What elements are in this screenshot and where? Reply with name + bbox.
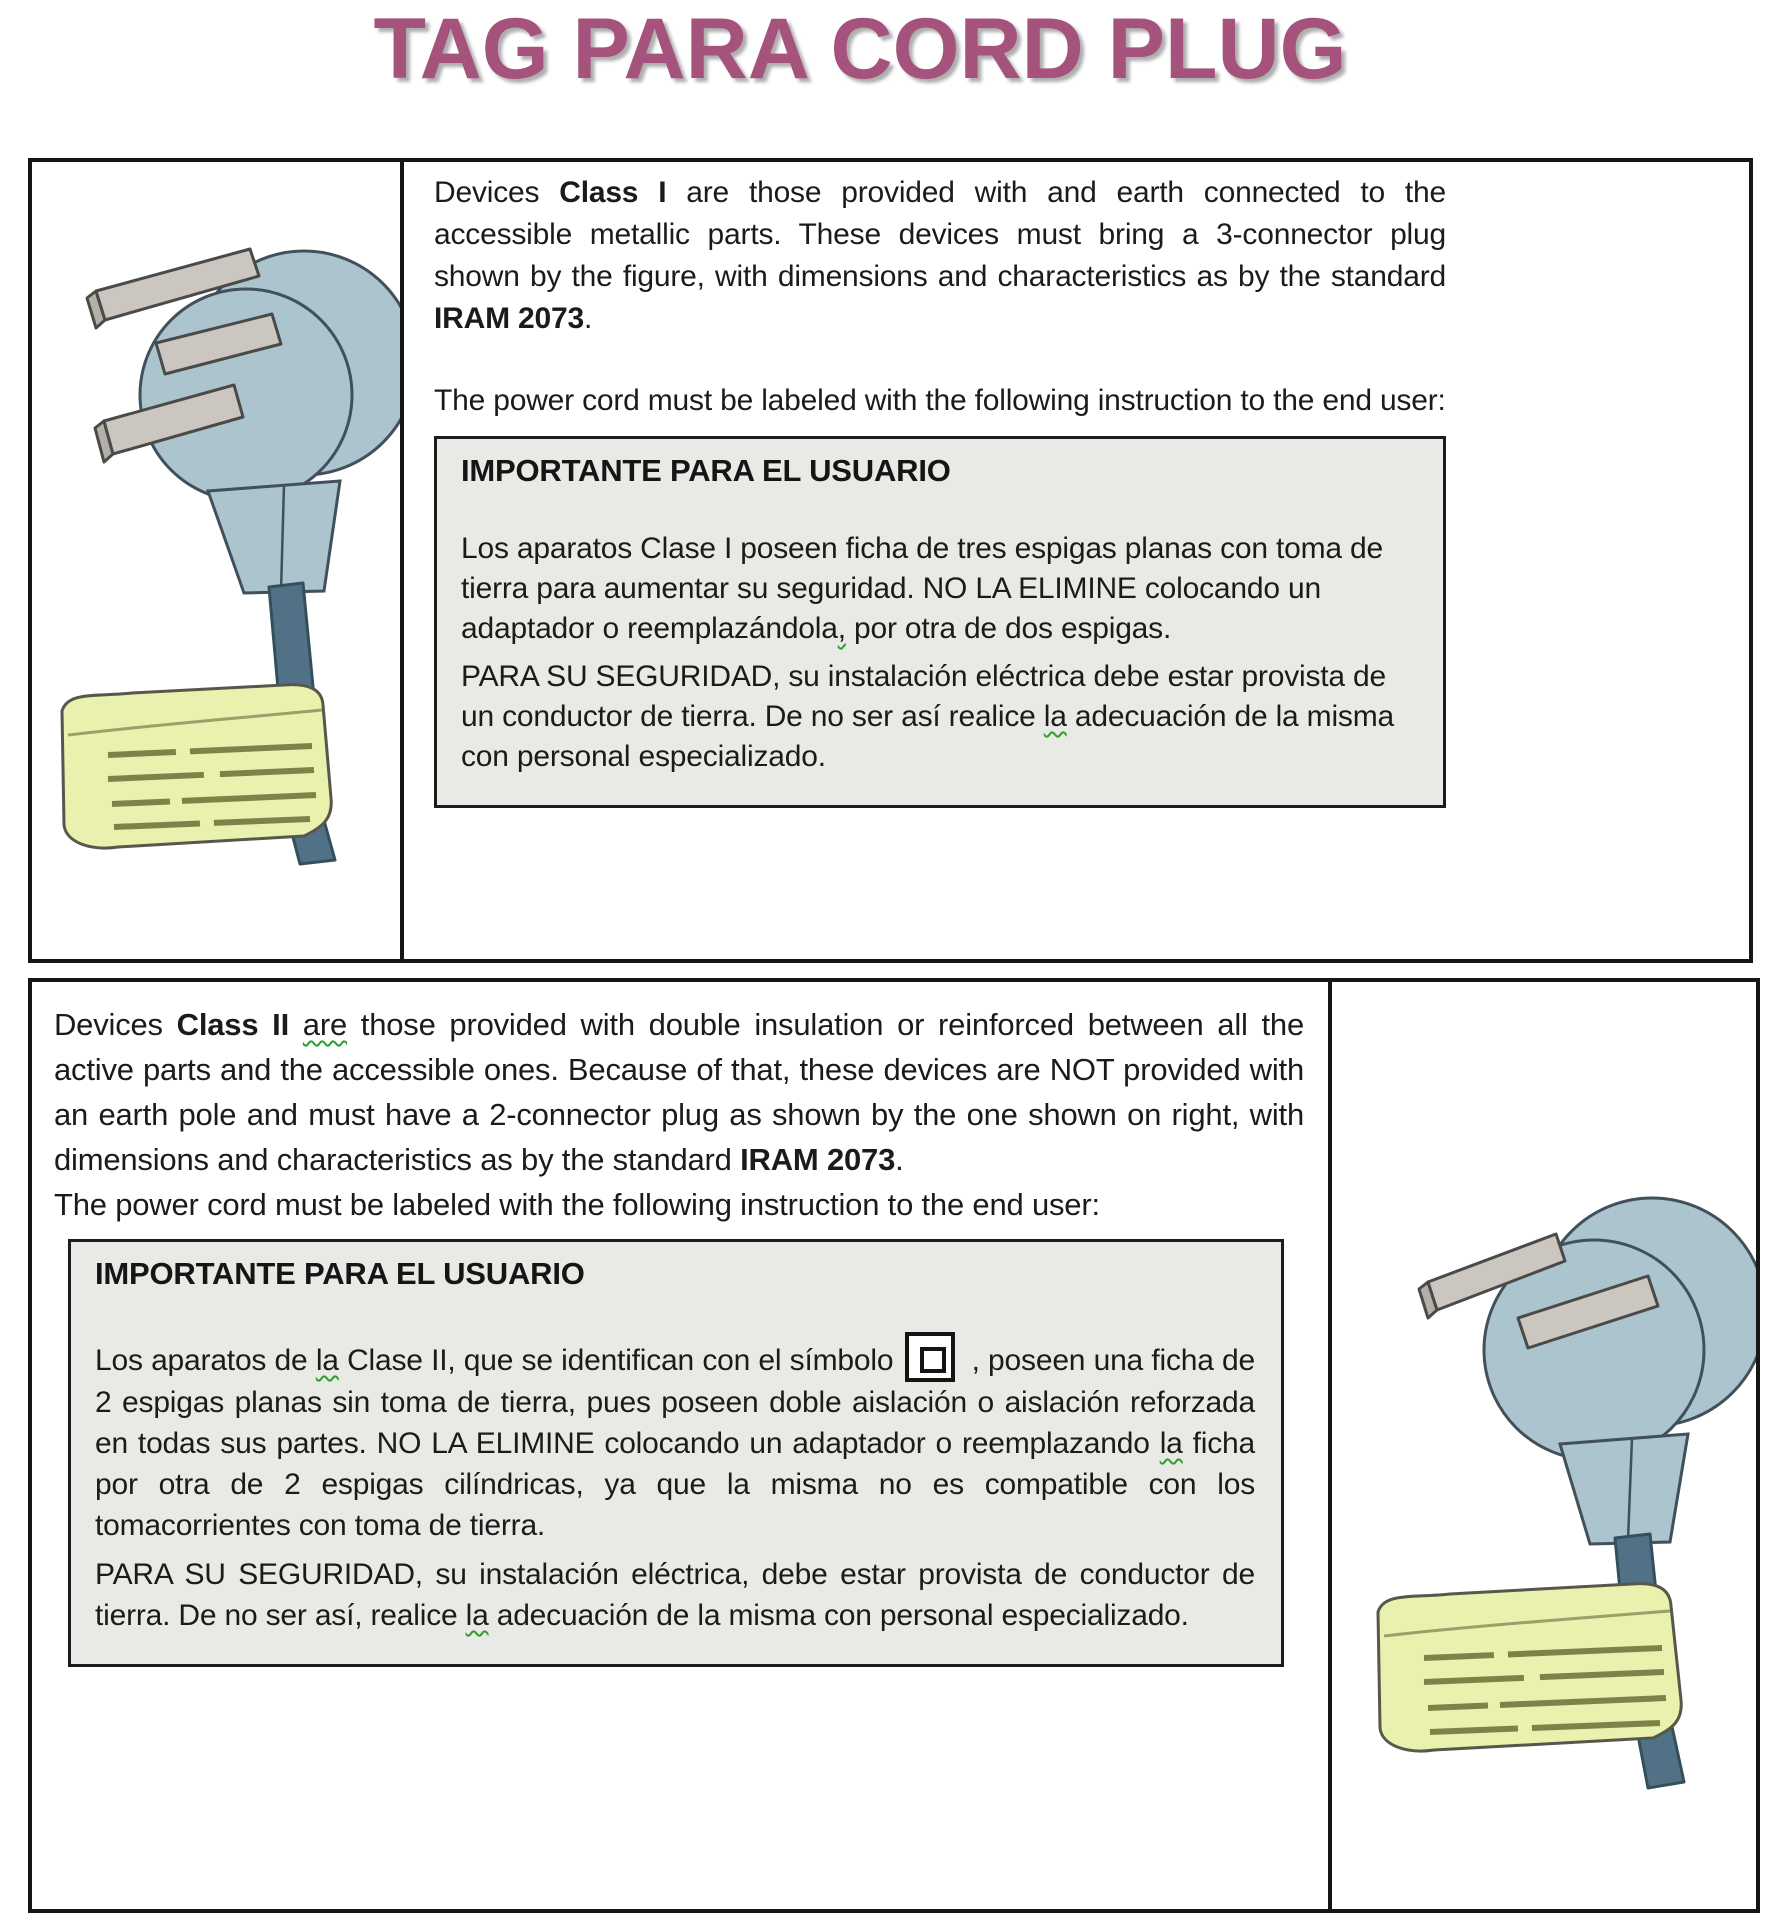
notice-paragraph	[95, 1332, 1255, 1546]
text-run	[289, 1007, 303, 1042]
notice-paragraph	[95, 1554, 1255, 1636]
page-title: TAG PARA CORD PLUG	[373, 1, 1347, 97]
text-run: IRAM 2073	[740, 1142, 896, 1177]
text-run: those provided with double insulation or reinforced between all the active parts and the accessible ones. Because of that, these devices are NOT provided with an earth pole and must have a 2-connector plug as shown by the one shown on right, with dimensions and characteristics as by the standard	[54, 1007, 1304, 1177]
notice-heading: IMPORTANTE PARA EL USUARIO	[461, 453, 951, 488]
text-run: Los aparatos de	[95, 1344, 316, 1377]
text-run: Los aparatos Clase I poseen ficha de tres espigas planas con toma de tierra para aumentar su seguridad. NO LA ELIMINE colocando un adaptador o reemplazándola	[461, 532, 1383, 645]
text-run: , poseen una ficha de 2 espigas planas sin toma de tierra, pues poseen doble aislación o aislación reforzada en todas sus partes. NO LA ELIMINE colocando un adaptador o reemplazando	[95, 1344, 1255, 1460]
spellcheck-flagged-text: la	[1159, 1427, 1183, 1460]
notice-paragraph	[461, 657, 1417, 777]
spellcheck-flagged-text: la	[465, 1599, 489, 1632]
class1-user-notice	[434, 436, 1446, 808]
text-run: por otra de dos espigas.	[845, 612, 1172, 645]
text-run: ficha por otra de 2 espigas cilíndricas, ya que la misma no es compatible con los tomacorrientes con toma de tierra.	[95, 1427, 1255, 1542]
class2-section	[28, 978, 1760, 1913]
spellcheck-flagged-text: ,	[837, 612, 846, 645]
text-run: .	[895, 1142, 904, 1177]
notice-paragraph	[461, 529, 1417, 649]
class1-section	[28, 158, 1753, 963]
spellcheck-flagged-text: are	[302, 1007, 348, 1042]
class-ii-plug-icon	[1332, 982, 1756, 1909]
class-i-plug-icon	[32, 162, 400, 959]
spellcheck-flagged-text: la	[315, 1344, 339, 1377]
text-run: Clase II, que se identifican con el símbolo	[338, 1344, 894, 1377]
class2-user-notice	[68, 1239, 1284, 1667]
text-run: .	[583, 302, 593, 335]
class2-content	[32, 982, 1328, 1909]
class1-cord-note: The power cord must be labeled with the following instruction to the end user:	[434, 384, 1446, 417]
text-run: PARA SU SEGURIDAD, su instalación eléctrica, debe estar provista de conductor de tierra. De no ser así, realice	[95, 1558, 1255, 1632]
class1-plug-illustration	[32, 162, 404, 959]
class2-cord-note: The power cord must be labeled with the following instruction to the end user:	[54, 1187, 1100, 1222]
text-run: PARA SU SEGURIDAD, su instalación eléctrica debe estar provista de un conductor de tierra. De no ser así realice	[461, 660, 1386, 733]
power-cord	[269, 583, 314, 700]
text-run: adecuación de la misma con personal especializado.	[488, 1599, 1189, 1632]
plug-neck	[208, 481, 340, 593]
text-run: Class II	[176, 1007, 289, 1042]
text-run: Class I	[559, 176, 667, 209]
class1-intro	[434, 172, 1446, 340]
class-ii-symbol-icon	[905, 1332, 955, 1382]
text-run: Devices	[434, 176, 560, 209]
text-run: Devices	[54, 1007, 177, 1042]
plug-neck	[1560, 1434, 1688, 1544]
text-run: IRAM 2073	[434, 302, 584, 335]
text-run: adecuación de la misma con personal especializado.	[461, 700, 1394, 773]
notice-heading: IMPORTANTE PARA EL USUARIO	[95, 1256, 585, 1291]
class1-content	[404, 162, 1749, 959]
class2-intro	[54, 1002, 1304, 1182]
class2-plug-illustration	[1328, 982, 1756, 1909]
text-run: are those provided with and earth connected to the accessible metallic parts. These devices must bring a 3-connector plug shown by the figure, with dimensions and characteristics as by the standard	[434, 176, 1447, 293]
spellcheck-flagged-text: la	[1043, 700, 1067, 733]
